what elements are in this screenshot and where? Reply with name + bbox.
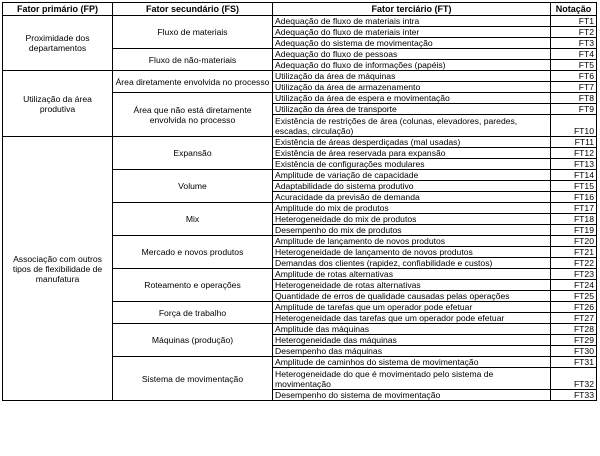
header-primary-factor: Fator primário (FP): [3, 3, 113, 16]
tertiary-factor-cell: Demandas dos clientes (rapidez, confiabilidade e custos): [273, 258, 551, 269]
primary-factor-cell: Proximidade dos departamentos: [3, 16, 113, 71]
secondary-factor-cell: Volume: [113, 170, 273, 203]
tertiary-factor-cell: Existência de áreas desperdiçadas (mal usadas): [273, 137, 551, 148]
tertiary-factor-cell: Acuracidade da previsão de demanda: [273, 192, 551, 203]
tertiary-factor-cell: Amplitude de rotas alternativas: [273, 269, 551, 280]
notation-cell: FT10: [551, 115, 597, 137]
notation-cell: FT30: [551, 346, 597, 357]
tertiary-factor-cell: Heterogeneidade das máquinas: [273, 335, 551, 346]
tertiary-factor-cell: Quantidade de erros de qualidade causadas pelas operações: [273, 291, 551, 302]
tertiary-factor-cell: Existência de restrições de área (colunas, elevadores, paredes, escadas, circulação): [273, 115, 551, 137]
tertiary-factor-cell: Desempenho do mix de produtos: [273, 225, 551, 236]
notation-cell: FT11: [551, 137, 597, 148]
header-tertiary-factor: Fator terciário (FT): [273, 3, 551, 16]
tertiary-factor-cell: Utilização da área de máquinas: [273, 71, 551, 82]
tertiary-factor-cell: Utilização da área de espera e movimentação: [273, 93, 551, 104]
tertiary-factor-cell: Adequação do sistema de movimentação: [273, 38, 551, 49]
factor-table-container: [2, 2, 597, 401]
notation-cell: FT31: [551, 357, 597, 368]
tertiary-factor-cell: Utilização da área de armazenamento: [273, 82, 551, 93]
notation-cell: FT15: [551, 181, 597, 192]
notation-cell: FT32: [551, 368, 597, 390]
table-row: [3, 71, 597, 82]
secondary-factor-cell: Expansão: [113, 137, 273, 170]
tertiary-factor-cell: Amplitude de caminhos do sistema de movimentação: [273, 357, 551, 368]
header-notation: Notação: [551, 3, 597, 16]
notation-cell: FT25: [551, 291, 597, 302]
notation-cell: FT27: [551, 313, 597, 324]
notation-cell: FT22: [551, 258, 597, 269]
tertiary-factor-cell: Amplitude de lançamento de novos produtos: [273, 236, 551, 247]
notation-cell: FT26: [551, 302, 597, 313]
secondary-factor-cell: Mix: [113, 203, 273, 236]
notation-cell: FT21: [551, 247, 597, 258]
tertiary-factor-cell: Desempenho das máquinas: [273, 346, 551, 357]
secondary-factor-cell: Sistema de movimentação: [113, 357, 273, 401]
notation-cell: FT9: [551, 104, 597, 115]
tertiary-factor-cell: Amplitude das máquinas: [273, 324, 551, 335]
tertiary-factor-cell: Desempenho do sistema de movimentação: [273, 390, 551, 401]
header-secondary-factor: Fator secundário (FS): [113, 3, 273, 16]
primary-factor-cell: Associação com outros tipos de flexibilidade de manufatura: [3, 137, 113, 401]
secondary-factor-cell: Mercado e novos produtos: [113, 236, 273, 269]
notation-cell: FT20: [551, 236, 597, 247]
tertiary-factor-cell: Heterogeneidade do que é movimentado pelo sistema de movimentação: [273, 368, 551, 390]
tertiary-factor-cell: Heterogeneidade das tarefas que um operador pode efetuar: [273, 313, 551, 324]
notation-cell: FT7: [551, 82, 597, 93]
secondary-factor-cell: Fluxo de não-materiais: [113, 49, 273, 71]
tertiary-factor-cell: Amplitude de tarefas que um operador pode efetuar: [273, 302, 551, 313]
secondary-factor-cell: Área diretamente envolvida no processo: [113, 71, 273, 93]
table-row: [3, 16, 597, 27]
notation-cell: FT19: [551, 225, 597, 236]
notation-cell: FT29: [551, 335, 597, 346]
secondary-factor-cell: Máquinas (produção): [113, 324, 273, 357]
tertiary-factor-cell: Amplitude de variação de capacidade: [273, 170, 551, 181]
notation-cell: FT33: [551, 390, 597, 401]
tertiary-factor-cell: Adequação de fluxo de materiais intra: [273, 16, 551, 27]
table-row: [3, 137, 597, 148]
header-row: [3, 3, 597, 16]
tertiary-factor-cell: Adequação do fluxo de materiais inter: [273, 27, 551, 38]
notation-cell: FT6: [551, 71, 597, 82]
tertiary-factor-cell: Amplitude do mix de produtos: [273, 203, 551, 214]
tertiary-factor-cell: Heterogeneidade do mix de produtos: [273, 214, 551, 225]
tertiary-factor-cell: Heterogeneidade de rotas alternativas: [273, 280, 551, 291]
notation-cell: FT24: [551, 280, 597, 291]
notation-cell: FT14: [551, 170, 597, 181]
secondary-factor-cell: Fluxo de materiais: [113, 16, 273, 49]
tertiary-factor-cell: Adequação do fluxo de informações (papéis): [273, 60, 551, 71]
notation-cell: FT28: [551, 324, 597, 335]
notation-cell: FT3: [551, 38, 597, 49]
tertiary-factor-cell: Adaptabilidade do sistema produtivo: [273, 181, 551, 192]
notation-cell: FT1: [551, 16, 597, 27]
secondary-factor-cell: Força de trabalho: [113, 302, 273, 324]
tertiary-factor-cell: Existência de configurações modulares: [273, 159, 551, 170]
primary-factor-cell: Utilização da área produtiva: [3, 71, 113, 137]
notation-cell: FT23: [551, 269, 597, 280]
notation-cell: FT18: [551, 214, 597, 225]
notation-cell: FT16: [551, 192, 597, 203]
secondary-factor-cell: Área que não está diretamente envolvida no processo: [113, 93, 273, 137]
notation-cell: FT8: [551, 93, 597, 104]
notation-cell: FT2: [551, 27, 597, 38]
notation-cell: FT5: [551, 60, 597, 71]
notation-cell: FT4: [551, 49, 597, 60]
secondary-factor-cell: Roteamento e operações: [113, 269, 273, 302]
tertiary-factor-cell: Heterogeneidade de lançamento de novos produtos: [273, 247, 551, 258]
notation-cell: FT13: [551, 159, 597, 170]
factor-table: [2, 2, 597, 401]
tertiary-factor-cell: Adequação do fluxo de pessoas: [273, 49, 551, 60]
table-body: [3, 16, 597, 401]
tertiary-factor-cell: Utilização da área de transporte: [273, 104, 551, 115]
notation-cell: FT17: [551, 203, 597, 214]
notation-cell: FT12: [551, 148, 597, 159]
tertiary-factor-cell: Existência de área reservada para expansão: [273, 148, 551, 159]
